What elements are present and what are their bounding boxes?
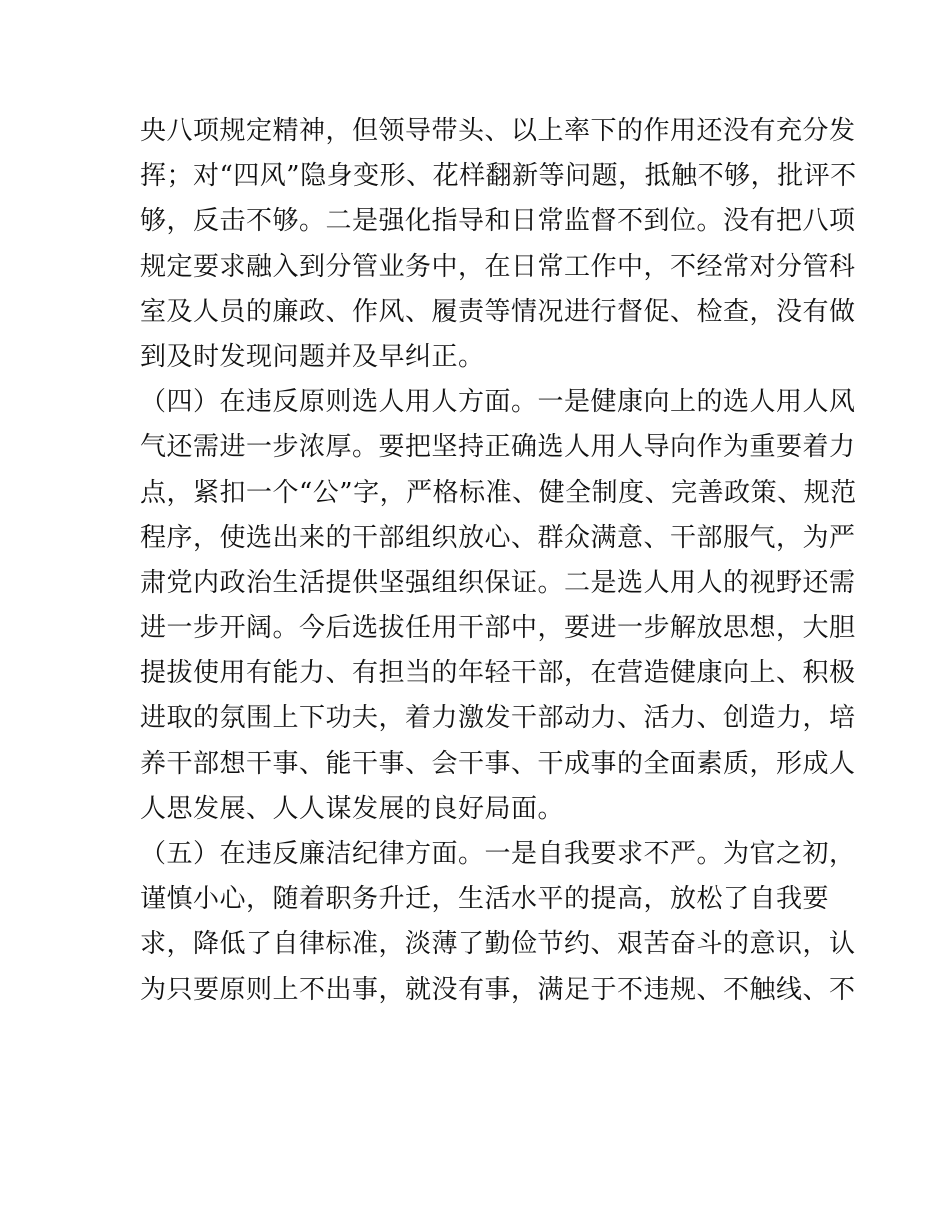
text-line: 室及人员的廉政、作风、履责等情况进行督促、检查，没有做 — [140, 296, 856, 327]
text-line: 肃党内政治生活提供坚强组织保证。二是选人用人的视野还需 — [140, 567, 856, 598]
text-line: 进一步开阔。今后选拔任用干部中，要进一步解放思想，大胆 — [140, 613, 856, 644]
text-line: 求，降低了自律标准，淡薄了勤俭节约、艰苦奋斗的意识，认 — [140, 929, 856, 960]
text-line: 养干部想干事、能干事、会干事、干成事的全面素质，形成人 — [140, 748, 856, 779]
text-line: 挥；对“四风”隐身变形、花样翻新等问题，抵触不够，批评不 — [140, 161, 857, 192]
text-line: 够，反击不够。二是强化指导和日常监督不到位。没有把八项 — [140, 206, 856, 237]
text-line: 气还需进一步浓厚。要把坚持正确选人用人导向作为重要着力 — [140, 432, 856, 463]
text-line: 程序，使选出来的干部组织放心、群众满意、干部服气，为严 — [140, 522, 856, 553]
text-line: 谨慎小心，随着职务升迁，生活水平的提高，放松了自我要 — [140, 884, 830, 915]
text-line: 提拔使用有能力、有担当的年轻干部，在营造健康向上、积极 — [140, 658, 856, 689]
text-line: 点，紧扣一个“公”字，严格标准、健全制度、完善政策、规范 — [140, 477, 857, 508]
text-line: 规定要求融入到分管业务中，在日常工作中，不经常对分管科 — [140, 251, 856, 282]
text-line: 到及时发现问题并及早纠正。 — [140, 341, 485, 372]
document-body — [140, 110, 857, 1014]
text-line: 为只要原则上不出事，就没有事，满足于不违规、不触线、不 — [140, 974, 856, 1005]
text-line: 进取的氛围上下功夫，着力激发干部动力、活力、创造力，培 — [140, 703, 856, 734]
section-heading-line: （四）在违反原则选人用人方面。一是健康向上的选人用人风 — [140, 387, 856, 418]
text-line: 人思发展、人人谋发展的良好局面。 — [140, 793, 565, 824]
text-line: 央八项规定精神，但领导带头、以上率下的作用还没有充分发 — [140, 116, 856, 146]
section-heading-line: （五）在违反廉洁纪律方面。一是自我要求不严。为官之初， — [140, 839, 856, 869]
